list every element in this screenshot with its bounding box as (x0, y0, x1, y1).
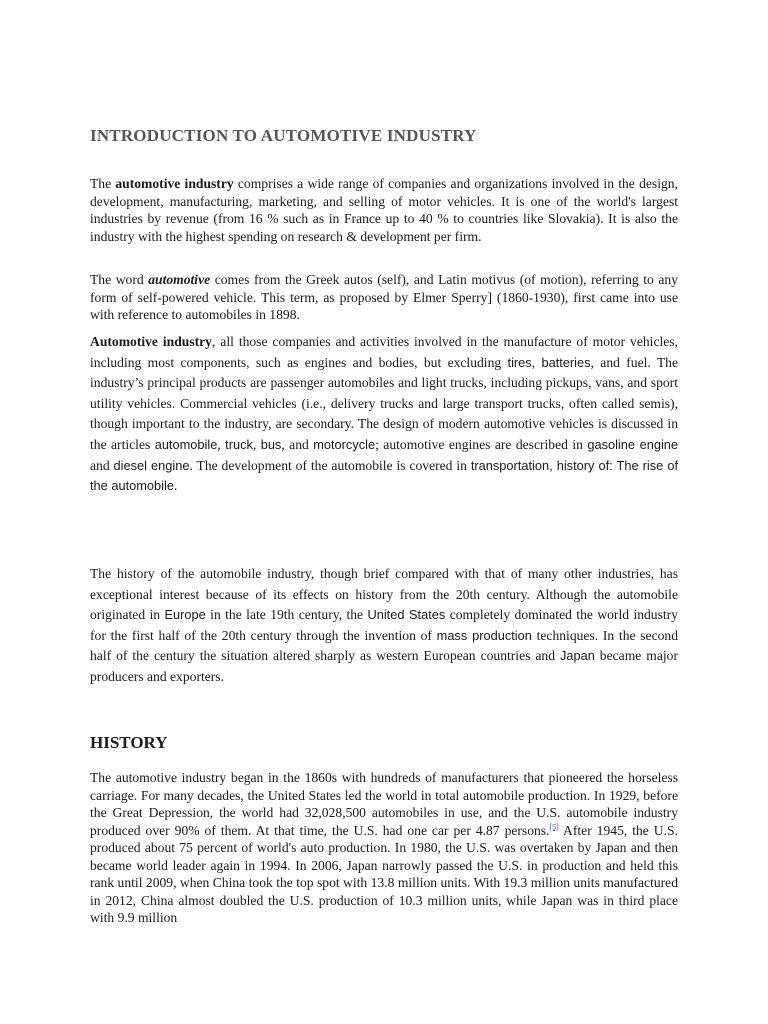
text: The history of the automobile industry, though brief compared with that of many other industries, has exceptional interest because of its effects on history from the 20th century. Although the automobile originated in (90, 566, 678, 623)
bold-italic-term: automotive (148, 272, 211, 287)
text: , (252, 436, 261, 452)
paragraph-industry-history-overview (90, 564, 678, 688)
text: comes from the Greek autos (self), and Latin motivus (of motion), referring to any form of self-powered vehicle. This term, as proposed by Elmer Sperry] (1860-1930), first came into use with reference to automobiles in 1898. (90, 272, 679, 322)
text: The word (90, 272, 149, 287)
link-bus[interactable]: bus (260, 436, 282, 452)
text: became major producers and exporters. (90, 648, 678, 684)
text: , (531, 354, 542, 370)
text: comprises a wide range of companies and organizations involved in the design, development, manufacturing, marketing, and selling of motor vehicles. It is one of the world's largest industries by revenue (from 16 % such as in France up to 40 % to countries like Slovakia). It is also the industry with the highest spending on research & development per firm. (90, 176, 678, 244)
document-title: INTRODUCTION TO AUTOMOTIVE INDUSTRY (90, 126, 477, 145)
link-mass-production[interactable]: mass production (436, 627, 532, 643)
text: completely dominated the world industry for the first half of the 20th century through the invention of (90, 607, 678, 643)
text: . (173, 478, 178, 494)
link-gasoline-engine[interactable]: gasoline engine (587, 436, 679, 452)
bold-term: automotive industry (115, 176, 234, 191)
link-transportation-history[interactable]: transportation, history of: The rise of the automobile (90, 457, 678, 494)
link-united-states[interactable]: United States (367, 607, 446, 623)
link-truck[interactable]: truck (225, 436, 253, 452)
text: The (90, 176, 116, 191)
text: and (90, 457, 114, 473)
link-batteries[interactable]: batteries (541, 354, 591, 370)
paragraph-definition (90, 175, 678, 245)
text: After 1945, the U.S. produced about 75 percent of world's auto production. In 1980, the U.S. was overtaken by Japan and then became world leader again in 1994. In 2006, Japan narrowly passed the U.S. in production and held this rank until 2009, when China took the top spot with 13.8 million units. With 19.3 million units manufactured in 2012, China almost doubled the U.S. production of 10.3 million units, while Japan was in third place with 9.9 million (90, 822, 678, 925)
citation-link[interactable]: [5] (549, 821, 559, 831)
paragraph-etymology (90, 271, 678, 324)
link-japan[interactable]: Japan (559, 648, 595, 664)
paragraph-history (90, 769, 678, 927)
link-europe[interactable]: Europe (164, 607, 206, 623)
text: in the late 19th century, the (205, 607, 368, 623)
link-automobile[interactable]: automobile (154, 436, 218, 452)
text: techniques. In the second half of the century the situation altered sharply as western European countries and (90, 627, 678, 664)
paragraph-industry-scope (90, 332, 678, 497)
text: , all those companies and activities involved in the manufacture of motor vehicles, including most components, such as engines and bodies, but excluding (90, 334, 678, 370)
text: The automotive industry began in the 1860s with hundreds of manufacturers that pioneered the horseless carriage. For many decades, the United States led the world in total automobile production. In 1929, before the Great Depression, the world had 32,028,500 automobiles in use, and the U.S. automobile industry produced over 90% of them. At that time, the U.S. had one car per 4.87 persons. (90, 770, 678, 838)
text: , and (281, 436, 314, 452)
text: ; automotive engines are described in (375, 436, 588, 452)
bold-term: Automotive industry (90, 334, 212, 349)
link-motorcycle[interactable]: motorcycle (313, 436, 376, 452)
text: , (217, 436, 226, 452)
text: . The development of the automobile is covered in (189, 457, 471, 473)
link-tires[interactable]: tires (507, 354, 532, 370)
link-diesel-engine[interactable]: diesel engine (113, 457, 190, 473)
section-heading-history: HISTORY (90, 733, 168, 752)
text: , and fuel. The industry’s principal products are passenger automobiles and light trucks, including pickups, vans, and sport utility vehicles. Commercial vehicles (i.e., delivery trucks and large transport trucks, often called semis), though important to the industry, are secondary. The design of modern automotive vehicles is discussed in the articles (90, 354, 679, 452)
